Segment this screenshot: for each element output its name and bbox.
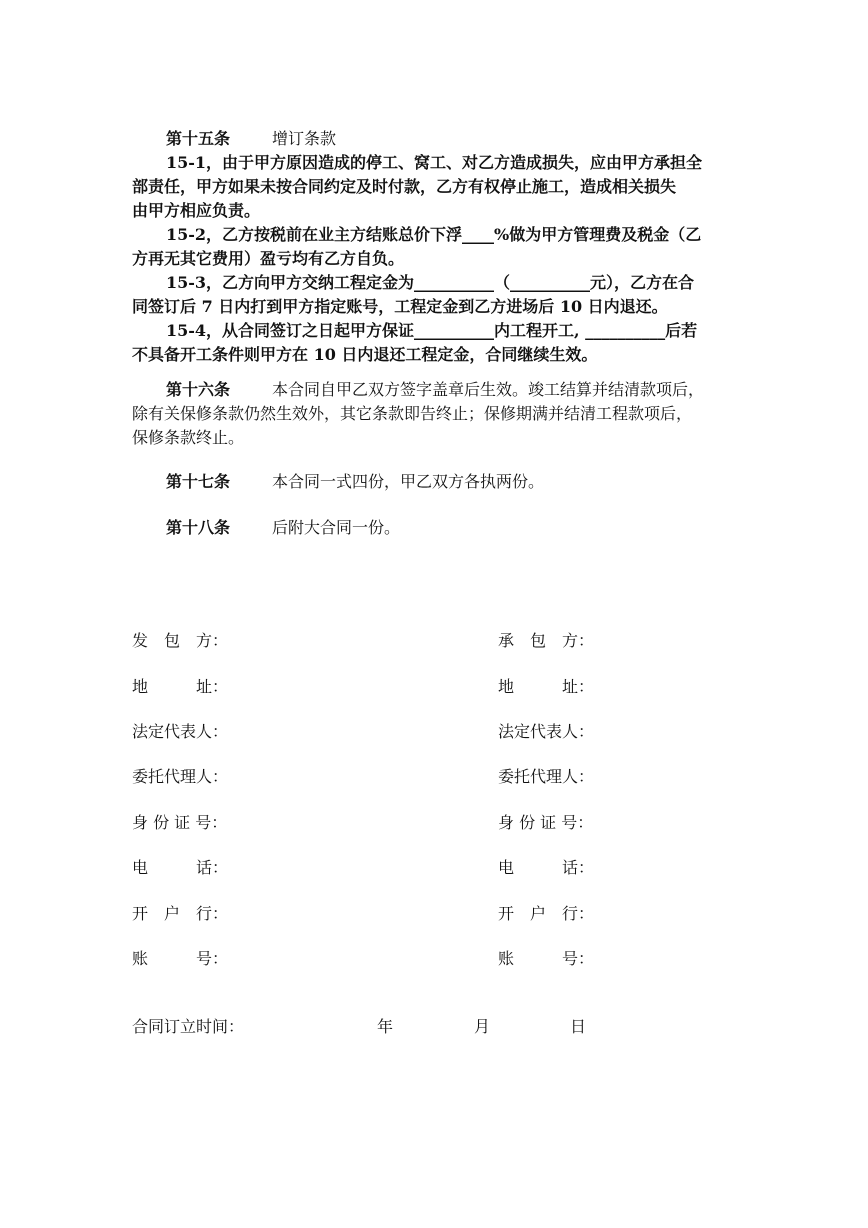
article-15 <box>132 127 738 367</box>
party-a-id-label: 身 份 证 号： <box>132 813 228 832</box>
party-a-phone-label: 电 话： <box>132 858 229 877</box>
article-15-line: 15-2，乙方按税前在业主方结账总价下浮____%做为甲方管理费及税金（乙 <box>166 225 702 244</box>
article-16-line: 本合同自甲乙双方签字盖章后生效。竣工结算并结清款项后， <box>272 380 705 399</box>
article-18 <box>132 516 738 540</box>
article-16 <box>132 378 738 450</box>
date-label: 合同订立时间： <box>132 1017 245 1036</box>
article-16-line: 除有关保修条款仍然生效外，其它条款即告终止；保修期满并结清工程款项后， <box>132 404 693 423</box>
article-15-heading <box>132 127 738 151</box>
article-15-line: 15-1，由于甲方原因造成的停工、窝工、对乙方造成损失，应由甲方承担全 <box>166 153 703 172</box>
party-a-agent-label: 委托代理人： <box>132 767 229 786</box>
party-b-address-label: 地 址： <box>498 677 595 696</box>
article-16-line: 保修条款终止。 <box>132 428 245 447</box>
party-a-address-label: 地 址： <box>132 677 229 696</box>
article-15-line: 同签订后 7 日内打到甲方指定账号，工程定金到乙方进场后 10 日内退还。 <box>132 297 668 316</box>
article-15-title: 第十五条 <box>166 129 231 148</box>
date-day: 日 <box>570 1017 587 1036</box>
article-15-line: 方再无其它费用）盈亏均有乙方自负。 <box>132 249 405 268</box>
article-17-title: 第十七条 <box>166 472 231 491</box>
party-a-bank-label: 开 户 行： <box>132 904 229 923</box>
date-year: 年 <box>377 1017 394 1036</box>
article-16-title: 第十六条 <box>166 380 231 399</box>
article-15-line: 部责任，甲方如果未按合同约定及时付款，乙方有权停止施工，造成相关损失 <box>132 177 677 196</box>
party-b-legal-rep-label: 法定代表人： <box>498 722 595 741</box>
article-15-line: 由甲方相应负责。 <box>132 201 261 220</box>
article-15-line: 15-4，从合同签订之日起甲方保证__________内工程开工, __________后若 <box>166 321 698 340</box>
party-a-label: 发 包 方： <box>132 631 229 650</box>
article-18-title: 第十八条 <box>166 518 231 537</box>
article-15-subtitle: 增订条款 <box>272 129 337 148</box>
party-a-legal-rep-label: 法定代表人： <box>132 722 229 741</box>
party-b-id-label: 身 份 证 号： <box>498 813 594 832</box>
party-b-bank-label: 开 户 行： <box>498 904 595 923</box>
article-18-text: 后附大合同一份。 <box>272 518 401 537</box>
party-a-account-label: 账 号： <box>132 949 229 968</box>
article-16-first-line <box>132 378 738 402</box>
party-b-account-label: 账 号： <box>498 949 595 968</box>
article-15-line: 15-3，乙方向甲方交纳工程定金为__________（__________元），乙方在合 <box>166 273 695 292</box>
article-17-text: 本合同一式四份，甲乙双方各执两份。 <box>272 472 545 491</box>
party-b-phone-label: 电 话： <box>498 858 595 877</box>
article-15-line: 不具备开工条件则甲方在 10 日内退还工程定金，合同继续生效。 <box>132 345 598 364</box>
article-17 <box>132 470 738 494</box>
party-b-label: 承 包 方： <box>498 631 595 650</box>
date-month: 月 <box>474 1017 491 1036</box>
party-b-agent-label: 委托代理人： <box>498 767 595 786</box>
